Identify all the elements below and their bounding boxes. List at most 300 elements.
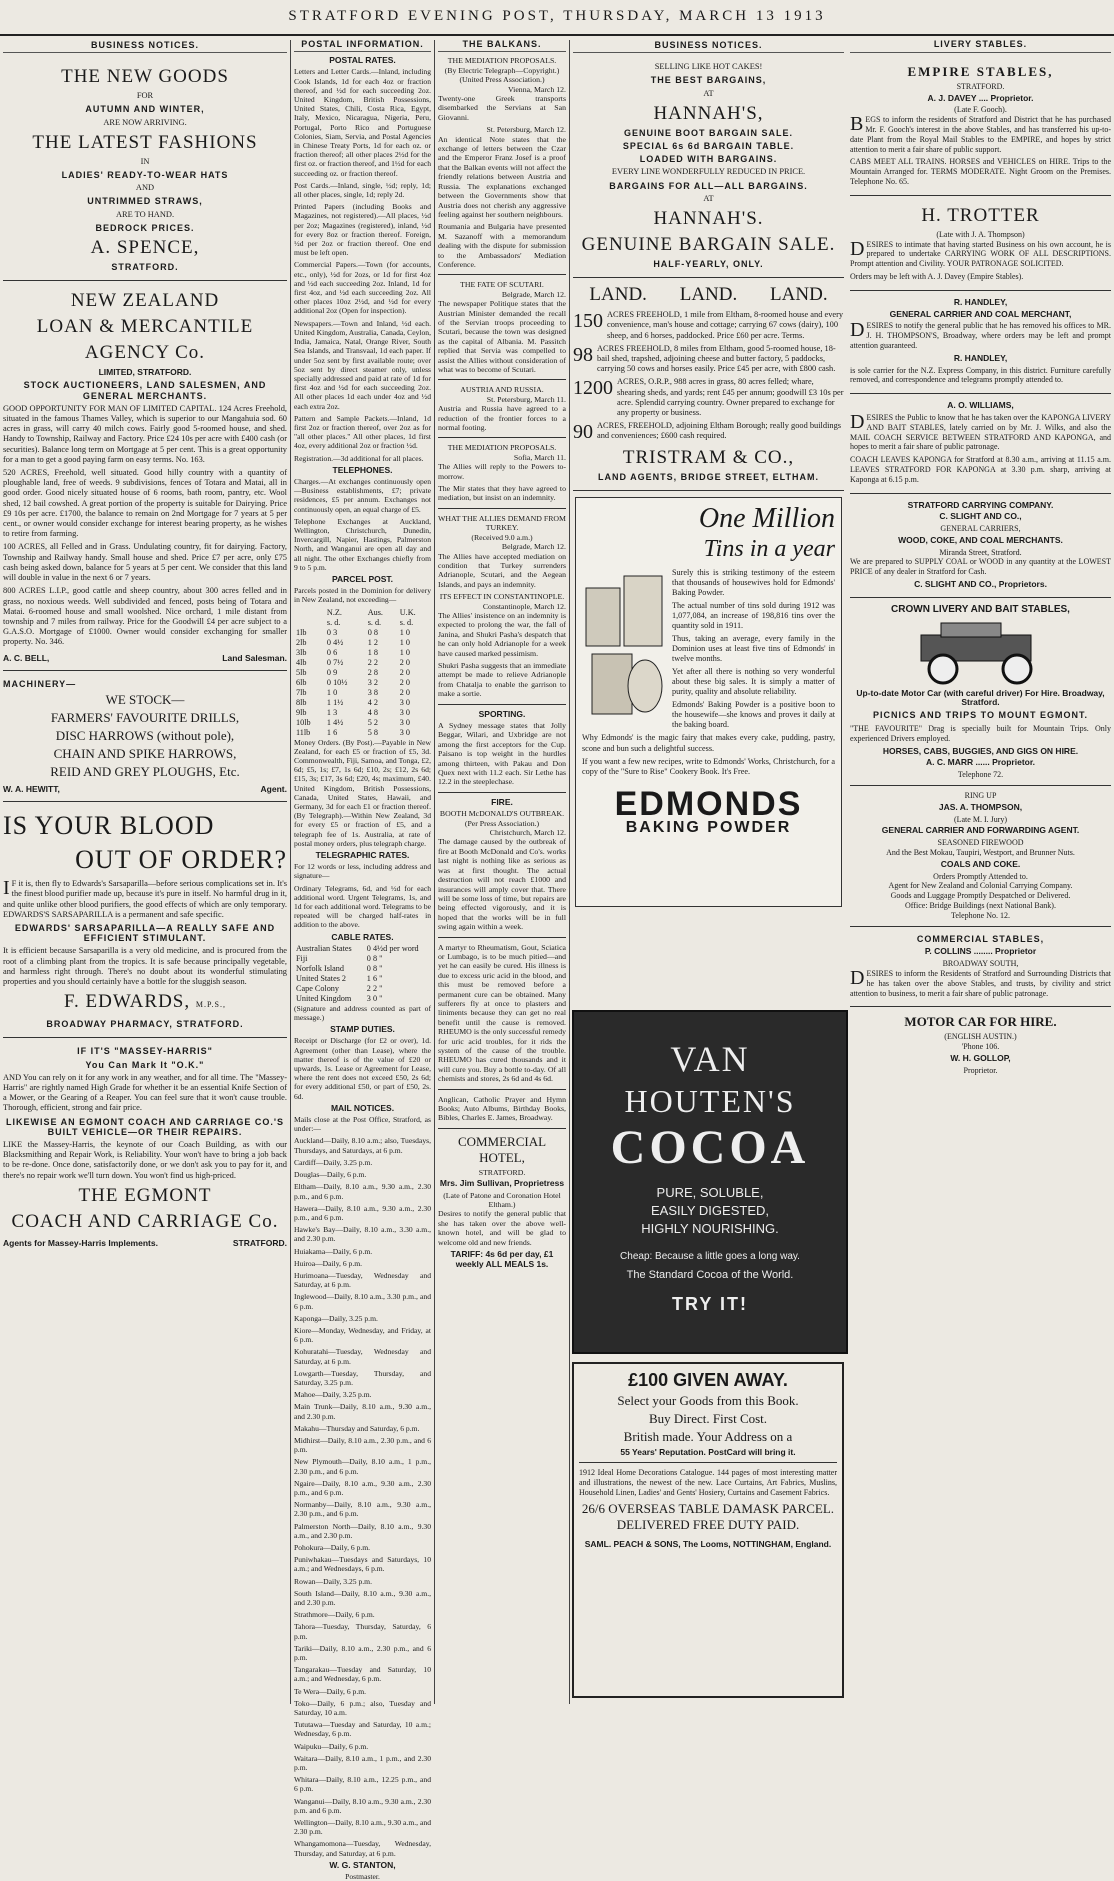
- spence-line-2: FOR: [136, 91, 154, 101]
- mail-item: Wanganui—Daily, 8.10 a.m., 9.30 a.m., 2.30 p.m. and 6 p.m.: [294, 1796, 431, 1815]
- parcel-row: [294, 708, 431, 718]
- telephones-charges: Charges.—At exchanges continuously open—Business establishments, £7; private residences, £5 per annum. Exchanges not continuously open, an equal charge of £5.: [294, 476, 431, 514]
- mail-item: Huiakama—Daily, 6 p.m.: [294, 1246, 373, 1256]
- edwards-para-1: IF it is, then fly to Edwards's Sarsaparilla—before serious complications set in. It's the finest blood purifier made up, because it's pure in itself. No harmful drug in it, and quite unlike other blood purifiers, the good effects of which are only temporary. EDWARDS'S SARSAPARILLA is a permanent and safe specific.: [3, 877, 287, 919]
- hannahs-line-12: GENUINE BARGAIN SALE.: [581, 234, 836, 256]
- mail-item: Hawera—Daily, 8.10 a.m., 9.30 a.m., 2.30 p.m., and 6 p.m.: [294, 1203, 431, 1222]
- thompson-nuts: And the Best Mokau, Taupiri, Westport, and Brunner Nuts.: [886, 848, 1075, 858]
- parcel-row: [294, 698, 431, 708]
- empire-town: STRATFORD.: [956, 81, 1005, 91]
- mail-item: Strathmore—Daily, 6 p.m.: [294, 1610, 375, 1620]
- postmaster-title: Postmaster.: [345, 1872, 380, 1881]
- cocoa-cheap: Cheap: Because a little goes a long way.: [620, 1251, 800, 1262]
- mail-item: South Island—Daily, 8.10 a.m., 9.30 a.m., and 2.30 p.m.: [294, 1588, 431, 1608]
- hannahs-line-11: HANNAH'S.: [653, 208, 764, 230]
- mail-item: Whangamomona—Tuesday, Wednesday, Thursday, and Saturday, at 6 p.m.: [294, 1839, 431, 1858]
- edwards-address: BROADWAY PHARMACY, STRATFORD.: [46, 1019, 244, 1030]
- crown-picnics: PICNICS AND TRIPS TO MOUNT EGMONT.: [872, 710, 1088, 721]
- marr-proprietor: A. C. MARR ...... Proprietor.: [925, 757, 1036, 768]
- parcel-cell: 2lb: [296, 637, 307, 647]
- land-lot: [573, 344, 844, 375]
- balkans-h6: ITS EFFECT IN CONSTANTINOPLE.: [439, 592, 565, 602]
- hannahs-line-4: HANNAH'S,: [653, 102, 764, 124]
- cable-row: [294, 974, 431, 984]
- land-lot-acres: 98: [573, 343, 593, 366]
- nz-loan-ad: [3, 281, 287, 670]
- parcel-cell: 1 0: [399, 637, 410, 647]
- mail-item: Whitara—Daily, 8.10 a.m., 12.25 p.m., and 6 p.m.: [294, 1775, 431, 1794]
- balkans-date-6: Belgrade, March 12.: [501, 542, 566, 552]
- balkans-para-1: Twenty-one Greek transports disembarked the Servians at San Giovanni.: [438, 94, 566, 122]
- empire-para-1: BEGS to inform the residents of Stratford and District that he has purchased Mr. F. Gooch's interest in the above Stables, and has transferred his up-to-date Plant from the Royal Mail Stables to the EMPIRE, and hopes by strict attention to merit a fair share of public support.: [850, 113, 1111, 154]
- parcel-row: [294, 628, 431, 638]
- spence-line-10: ARE TO HAND.: [115, 209, 175, 219]
- nz-title-4: LIMITED, STRATFORD.: [98, 367, 192, 378]
- nz-title-5: STOCK AUCTIONEERS, LAND SALESMEN, AND GENERAL MERCHANTS.: [23, 380, 267, 401]
- trotter-ad: [850, 196, 1111, 291]
- parcel-table: [294, 608, 431, 738]
- balkans-para-6: The Allies will reply to the Powers to-morrow.: [438, 462, 566, 481]
- parcel-cell: 5 8: [367, 727, 378, 737]
- parcel-sub-cell: [294, 618, 325, 628]
- parcel-cell: 3 0: [399, 717, 410, 727]
- edmonds-logo: EDMONDS: [614, 785, 803, 824]
- hannahs-line-8: EVERY LINE WONDERFULLY REDUCED IN PRICE.: [611, 167, 806, 177]
- parcel-cell: 1 2: [367, 637, 378, 647]
- parcel-cell: 3 0: [399, 727, 410, 737]
- land-title-row: [573, 283, 844, 307]
- mail-item: Normanby—Daily, 8.10 a.m., 9.30 a.m., 2.30 p.m., and 6 p.m.: [294, 1500, 431, 1519]
- mail-item: Waitara—Daily, 8.10 a.m., 1 p.m., and 2.30 p.m.: [294, 1753, 431, 1773]
- massey-ad: [3, 1038, 287, 1255]
- edwards-name: F. EDWARDS,: [63, 991, 191, 1013]
- handley-name-2: R. HANDLEY,: [953, 352, 1008, 363]
- hotel-proprietress: Mrs. Jim Sullivan, Proprietress: [439, 1178, 565, 1189]
- hotel-tariff: TARIFF: 4s 6d per day, £1 weekly ALL MEALS 1s.: [450, 1249, 554, 1269]
- collins-address: BROADWAY SOUTH,: [942, 959, 1019, 969]
- slight-street: Miranda Street, Stratford.: [939, 547, 1022, 557]
- handley-ad: [850, 291, 1111, 394]
- nz-lot-4: 800 ACRES L.I.P., good cattle and sheep country, about 300 acres felled and in grass, no noxious weeds. Well subdivided and fenced, posts being of Totara and Matai. 6-roomed house and small woolshed. Nice orchard, 1 mile distant from township and 7 miles from railway. Price for the Goodwill £4 per acre subject to a G.A.S.O. Mortgage of £1000. Owner would consider exchanging for smaller property. No. 346.: [3, 586, 287, 647]
- crown-livery-ad: [850, 598, 1111, 786]
- column-2-heading: POSTAL INFORMATION.: [294, 40, 431, 52]
- parcel-cell: 0 9: [326, 667, 338, 677]
- column-3: [434, 40, 569, 1704]
- cable-cell: United States 2: [296, 973, 347, 983]
- thompson-goods: Goods and Luggage Promptly Despatched or Delivered.: [890, 891, 1071, 901]
- hewitt-role: Agent.: [260, 783, 287, 794]
- parcel-sub-cell: s. d.: [399, 617, 414, 627]
- spence-line-11: BEDROCK PRICES.: [95, 222, 195, 233]
- spence-line-4: ARE NOW ARRIVING.: [103, 117, 187, 127]
- peach-address: SAML. PEACH & SONS, The Looms, NOTTINGHAM, England.: [584, 1539, 832, 1549]
- slight-merchants: WOOD, COKE, AND COAL MERCHANTS.: [898, 534, 1063, 545]
- egmont-footer-2: STRATFORD.: [232, 1237, 287, 1248]
- mail-item: Pohokura—Daily, 6 p.m.: [294, 1543, 371, 1552]
- mail-item: Te Wera—Daily, 6 p.m.: [294, 1686, 367, 1696]
- massey-title-2: You Can Mark It "O.K.": [85, 1059, 205, 1070]
- parcel-head-cell: U.K.: [399, 607, 416, 617]
- land-title: LAND.: [589, 284, 647, 306]
- parcel-cell: 7lb: [296, 687, 307, 697]
- masthead: STRATFORD EVENING POST, THURSDAY, MARCH 13 1913: [0, 0, 1114, 36]
- spence-line-1: THE NEW GOODS: [61, 66, 229, 88]
- balkans-para-10: Shukri Pasha suggests that an immediate attempt be made to relieve Adrianople from Chatalja to enable the garrison to make a sortie.: [438, 660, 566, 699]
- bell-name: A. C. BELL,: [3, 652, 50, 663]
- cable-cell: 0 4½d per word: [366, 943, 419, 953]
- hannahs-line-1: SELLING LIKE HOT CAKES!: [654, 62, 763, 72]
- balkans-date-2: St. Petersburg, March 12.: [486, 125, 566, 135]
- peach-catalogue: 1912 Ideal Home Decorations Catalogue. 144 pages of most interesting matter and illustrations, the newest of the new. Lace Curtains, Art Fabrics, Muslins, Household Linen, Ladies' and Gents' Hosiery, Curtains and Casement Fabrics.: [579, 1468, 837, 1497]
- balkans-h4: THE MEDIATION PROPOSALS.: [447, 443, 557, 453]
- hewitt-name: W. A. HEWITT,: [3, 783, 60, 794]
- parcel-cell: 2 0: [399, 687, 410, 697]
- edmonds-body: [582, 568, 835, 733]
- thompson-role: GENERAL CARRIER AND FORWARDING AGENT.: [881, 825, 1080, 836]
- peach-line-3: Buy Direct. First Cost.: [648, 1411, 768, 1426]
- hannahs-line-10: AT: [703, 193, 714, 203]
- cable-row: [294, 994, 431, 1004]
- land-lot-acres: 150: [573, 310, 603, 333]
- nz-title-2: LOAN & MERCANTILE: [36, 316, 254, 338]
- postal-newspapers: Newspapers.—Town and Inland, ½d each. United Kingdom, Australia, Canada, Ceylon, India, Jamaica, Natal, Orange River, South Sea Islands, and Transvaal, 1d each paper. If under 5oz sent by first available route; over 5oz sent by direct steamer only, unless specially addressed and paid at rate of 1d for first 4oz and ½d for each succeeding 2oz. All other places 1d each under 4oz and ½d each extra 2oz.: [294, 318, 431, 411]
- mail-item: Palmerston North—Daily, 8.10 a.m., 9.30 a.m., and 2.30 p.m.: [294, 1521, 431, 1540]
- massey-para-1: AND You can rely on it for any work in any weather, and for all time. The "Massey-Harris" are rightly named High Grade for whether it be an essential Knife Section of a Mower, or the Gearing of a Reaper. You can feel sure that it won't cause trouble. Thorough, efficient, strong and fair price.: [3, 1072, 287, 1113]
- parcel-cell: 3 0: [399, 697, 410, 707]
- telegraphic-rates: Ordinary Telegrams, 6d, and ½d for each additional word. Urgent Telegrams, 1s, and 1d for each additional word. Telegrams to be repeated will be charged half-rates in addition to the above.: [294, 883, 431, 930]
- parcel-table-subheader: [294, 618, 431, 628]
- nz-title-1: NEW ZEALAND: [70, 290, 220, 312]
- parcel-row: [294, 678, 431, 688]
- divider: [438, 792, 566, 793]
- spence-ad: [3, 57, 287, 281]
- balkans-date-4: St. Petersburg, March 11.: [486, 394, 566, 404]
- hannahs-line-3: AT: [703, 88, 714, 98]
- mail-item: Waipuku—Daily, 6 p.m.: [294, 1741, 369, 1751]
- peach-parcel: 26/6 OVERSEAS TABLE DAMASK PARCEL. DELIVERED FREE DUTY PAID.: [581, 1501, 835, 1532]
- parcel-cell: 4 2: [367, 697, 378, 707]
- balkans-para-2: An identical Note states that the exchange of letters between the Czar and the Emperor Franz Josef is a proof that the Balkan events will not affect the friendly relations between Austria and Russia. The explanations exchanged between the Governments show that Austria does not cherish any aggressive feeling against her southern neighbours.: [438, 134, 566, 219]
- land-lot-acres: 90: [573, 421, 593, 444]
- carrying-company: STRATFORD CARRYING COMPANY.: [907, 499, 1054, 510]
- peach-headline: £100 GIVEN AWAY.: [628, 1370, 788, 1390]
- divider: [579, 1462, 837, 1463]
- cable-row: [294, 954, 431, 964]
- parcel-cell: 4lb: [296, 657, 307, 667]
- land-lot-text: ACRES FREEHOLD, 1 mile from Eltham, 8-roomed house and every convenience, man's house and cottage; carrying 67 cows (dairy), 100 sheep, and 6 horses, paddocked. Price £60 per acre. Terms.: [607, 310, 844, 340]
- telephones-exchanges: Telephone Exchanges at Auckland, Wellington, Christchurch, Dunedin, Invercargill, Napier, Hastings, Palmerston North, and Wanganui are open all day and all night. The other Exchanges chiefly from 9 to 5 p.m.: [294, 516, 431, 572]
- parcel-cell: 1 6: [326, 727, 338, 737]
- telegraphic-intro: For 12 words or less, including address and signature—: [294, 862, 431, 881]
- column-3-heading: THE BALKANS.: [438, 40, 566, 52]
- hannahs-line-5: GENUINE BOOT BARGAIN SALE.: [623, 127, 793, 138]
- divider: [438, 274, 566, 275]
- balkans-para-8: The Allies have accepted mediation on condition that Turkey surrenders Adrianople, Scutari, and the Aegean Islands, and pays an indemnity.: [438, 551, 566, 589]
- parcel-row: [294, 668, 431, 678]
- parcel-sub-cell: s. d.: [326, 617, 341, 627]
- parcel-post-heading: PARCEL POST.: [331, 573, 394, 584]
- land-ad: [573, 278, 844, 491]
- cable-heading: CABLE RATES.: [331, 931, 394, 942]
- cocoa-digested: EASILY DIGESTED,: [650, 1203, 769, 1218]
- peach-sons-ad: [572, 1362, 844, 1698]
- parcel-cell: 0 3: [326, 627, 338, 637]
- parcel-table-header: [294, 608, 431, 618]
- fire-byline: (Per Press Association.): [464, 818, 540, 828]
- tristram-address: LAND AGENTS, BRIDGE STREET, ELTHAM.: [597, 472, 819, 483]
- parcel-cell: 3 2: [367, 677, 378, 687]
- parcel-cell: 0 7½: [326, 657, 344, 667]
- balkans-h1: THE MEDIATION PROPOSALS.: [447, 56, 557, 66]
- baking-powder-tins-icon: [582, 568, 666, 718]
- cable-cell: Fiji: [296, 953, 308, 963]
- cable-cell: 0 8 ": [366, 963, 383, 973]
- postmaster-name: W. G. STANTON,: [329, 1859, 396, 1870]
- parcel-cell: 1 8: [367, 647, 378, 657]
- balkans-date-7: Constantinople, March 12.: [482, 601, 566, 611]
- van-houten-cocoa-ad: [572, 1010, 848, 1354]
- mail-item: Tututawa—Tuesday and Saturday, 10 a.m.; Wednesday, 6 p.m.: [294, 1720, 431, 1739]
- machinery-line-2: WE STOCK—: [105, 691, 185, 707]
- postal-commercial-papers: Commercial Papers.—Town (for accounts, etc., only), ½d for 2ozs, or 1d for first 4oz and ½d each succeeding 2oz. Inland, 1d for first 4oz, and ½d each succeeding 2oz. All other places 10oz 2½d, and ½d for every additional 2oz (Open for inspection).: [294, 260, 431, 316]
- column-5: [847, 40, 1114, 1704]
- peach-line-5: 55 Years' Reputation. PostCard will bring it.: [620, 1447, 796, 1457]
- thompson-agent: Agent for New Zealand and Colonial Carrying Company.: [888, 881, 1073, 891]
- collins-para: DESIRES to inform the Residents of Stratford and Surrounding Districts that he has taken over the above Stables, and trusts, by civility and strict attention to business, to merit a fair share of public patronage.: [850, 967, 1111, 998]
- massey-title-1: IF IT'S "MASSEY-HARRIS": [77, 1046, 213, 1057]
- hotel-para: Desires to notify the general public that she has taken over the above well-known hotel, and will be glad to welcome old and new friends.: [438, 1209, 566, 1247]
- land-lot-text: ACRES, FREEHOLD, adjoining Eltham Borough; really good buildings and conveniences; £600 cash required.: [597, 421, 842, 441]
- motor-name: W. H. GOLLOP,: [950, 1052, 1011, 1063]
- fire-para: The damage caused by the outbreak of fire at Booth McDonald and Co's. works last night is nothing like as serious as was at first thought. The actual destruction will not reach £1000 and insurances will amply cover that. There will be some loss of time, but repairs are being effected vigorously, and it is hoped that the works will be in full swing again within a week.: [438, 837, 566, 932]
- hannahs-line-6: SPECIAL 6s 6d BARGAIN TABLE.: [622, 141, 795, 152]
- parcel-cell: 0 10½: [326, 677, 348, 687]
- cable-cell: Norfolk Island: [296, 963, 344, 973]
- cable-cell: Australian States: [296, 943, 352, 953]
- parcel-cell: 1 1½: [326, 697, 344, 707]
- balkans-para-3: Roumania and Bulgaria have presented M. Sazanoff with a memorandum dealing with the dispute for submission to the Ambassadors' Mediation Conference.: [438, 222, 566, 269]
- balkans-byline-1: (By Electric Telegraph—Copyright.) (United Press Association.): [444, 65, 560, 85]
- collins-proprietor: P. COLLINS ........ Proprietor: [924, 946, 1037, 957]
- edwards-name-line: [3, 990, 287, 1016]
- parcel-cell: 0 6: [326, 647, 338, 657]
- cable-note: (Signature and address counted as part of message.): [294, 1003, 431, 1023]
- parcel-cell: 1 3: [326, 707, 338, 717]
- mail-item: Rowan—Daily, 3.25 p.m.: [294, 1576, 372, 1586]
- commercial-title: COMMERCIAL STABLES,: [916, 933, 1045, 944]
- empire-late: (Late F. Gooch).: [954, 105, 1007, 115]
- mail-item: Lowgarth—Tuesday, Thursday, and Saturday, 3.25 p.m.: [294, 1368, 431, 1387]
- machinery-line-6: REID AND GREY PLOUGHS, Etc.: [50, 763, 240, 779]
- hannahs-line-13: HALF-YEARLY, ONLY.: [653, 259, 764, 270]
- balkans-h2: THE FATE OF SCUTARI.: [460, 280, 544, 290]
- mail-item: Tariki—Daily, 8.10 a.m., 2.30 p.m., and 6 p.m.: [294, 1643, 431, 1663]
- massey-para-2: LIKE the Massey-Harris, the keynote of our Coach Building, as with our Blacksmithing and Repair Work, is Reliability. Your won't have to bring a job back to be re-done. Once done, satisfactorily done, or we don't ask you to pay for it, and there's no repair work we'll turn down. You won't find us high-priced.: [3, 1139, 287, 1180]
- mail-item: Wellington—Daily, 8.10 a.m., 9.30 a.m., and 2.30 p.m.: [294, 1818, 431, 1837]
- balkans-para-9: The Allies' insistence on an indemnity is expected to prolong the war, the fall of Janina, and Shukri Pasha's despatch that he can only hold Adrianople for a week have caused marked pessimism.: [438, 610, 566, 658]
- motor-hire-ad: [850, 1007, 1111, 1080]
- parcel-table-body: [294, 628, 431, 738]
- hannahs-line-2: THE BEST BARGAINS,: [650, 75, 767, 86]
- parcel-row: [294, 638, 431, 648]
- balkans-date-1: Vienna, March 12.: [508, 84, 566, 94]
- mail-item: Hawke's Bay—Daily, 8.10 a.m., 3.30 a.m., and 2.30 p.m.: [294, 1225, 431, 1244]
- cable-row: [294, 984, 431, 994]
- parcel-cell: 5lb: [296, 667, 307, 677]
- mail-item: Inglewood—Daily, 8.10 a.m., 3.30 p.m., and 6 p.m.: [294, 1292, 431, 1311]
- cable-cell: 1 6 ": [366, 973, 383, 983]
- parcel-cell: 5 2: [367, 717, 378, 727]
- crown-hire: HORSES, CABS, BUGGIES, AND GIGS ON HIRE.: [882, 745, 1079, 756]
- mail-item: Midhirst—Daily, 8.10 a.m., 2.30 p.m., and 6 p.m.: [294, 1435, 431, 1455]
- machinery-line-5: CHAIN AND SPIKE HARROWS,: [53, 745, 237, 761]
- thompson-office: Office: Bridge Buildings (next National Bank).: [905, 901, 1056, 911]
- mail-heading: MAIL NOTICES.: [330, 1102, 395, 1113]
- spence-line-3: AUTUMN AND WINTER,: [85, 104, 205, 115]
- motor-role: Proprietor.: [963, 1065, 998, 1075]
- spence-line-7: LADIES' READY-TO-WEAR HATS: [61, 170, 229, 181]
- parcel-cell: 6lb: [296, 677, 307, 687]
- land-title: LAND.: [770, 284, 828, 306]
- fire-subheading: BOOTH McDONALD'S OUTBREAK.: [439, 809, 565, 819]
- edwards-para-2: It is efficient because Sarsaparilla is a very old medicine, and is procured from the root of a climbing plant from the tropics. It is safe because principally vegetable, and harmless right through. There's no doubt about its wonderful stimulating properties and you should certainly have a bottle for the sluggish season.: [3, 946, 287, 986]
- sporting-para: A Sydney message states that Jolly Beggar, Wilari, and Uxbridge are not among the first acceptors for the Cup. Paisano is top weight in the hurdles among thirteen, with Pakau and Don Quex next with 11.2 each. Sir Lethe has 12.2 in the steeplechase.: [438, 721, 566, 787]
- parcel-cell: 2 8: [367, 667, 378, 677]
- handley-name: R. HANDLEY,: [953, 296, 1008, 307]
- column-4-heading: BUSINESS NOTICES.: [573, 40, 844, 53]
- mail-item: Tangarakau—Tuesday and Saturday, 10 a.m.; and Wednesday, 6 p.m.: [294, 1665, 431, 1684]
- land-lot: [573, 377, 844, 418]
- thompson-ad: [850, 786, 1111, 927]
- thompson-late: (Late M. I. Jury): [953, 814, 1008, 824]
- mail-item: New Plymouth—Daily, 8.10 a.m., 1 p.m., 2.30 p.m., and 6 p.m.: [294, 1457, 431, 1476]
- divider: [438, 1128, 566, 1129]
- column-2: [290, 39, 434, 1881]
- parcel-cell: 9lb: [296, 707, 307, 717]
- parcel-cell: 1 0: [399, 627, 410, 637]
- hotel-late: (Late of Patone and Coronation Hotel Eltham.): [443, 1190, 561, 1210]
- hannahs-ad: [573, 57, 844, 278]
- hannahs-line-7: LOADED WITH BARGAINS.: [639, 154, 778, 165]
- motor-make: (ENGLISH AUSTIN.): [944, 1032, 1017, 1042]
- mail-item: Hurimoana—Tuesday, Wednesday and Saturday, at 6 p.m.: [294, 1270, 431, 1290]
- edmonds-para-5: Edmonds' Baking Powder is a positive boon to the housewife—she knows and proves it daily at the baking board.: [672, 700, 835, 730]
- mail-item: Kiore—Monday, Wednesday, and Friday, at 6 p.m.: [294, 1325, 431, 1345]
- cable-cell: 2 2 ": [366, 983, 383, 993]
- mail-item: Kohuratahi—Tuesday, Wednesday and Saturday, at 6 p.m.: [294, 1347, 431, 1366]
- bell-role: Land Salesman.: [222, 652, 287, 663]
- thompson-name: JAS. A. THOMPSON,: [938, 801, 1023, 812]
- williams-ad: [850, 394, 1111, 493]
- spence-line-8: AND: [135, 183, 155, 193]
- cocoa-standard: The Standard Cocoa of the World.: [626, 1269, 794, 1281]
- slight-ad: [850, 494, 1111, 598]
- fire-date: Christchurch, March 12.: [489, 828, 566, 838]
- cocoa-van: VAN: [670, 1039, 750, 1079]
- massey-title-3: LIKEWISE AN EGMONT COACH AND CARRIAGE CO.'S BUILT VEHICLE—OR THEIR REPAIRS.: [6, 1116, 284, 1137]
- motor-title: MOTOR CAR FOR HIRE.: [904, 1014, 1057, 1030]
- nz-lot-2: 520 ACRES, Freehold, well situated. Good hilly country with a quantity of ploughable land, free of weeds. 9 subdivisions, fences of Totara and Matai, all in good order. Good nicely situated house of 6 rooms, bath room, pantry, etc. Wool shed, 12 bail cowshed. A great portion of the property is suitable for Dairying. Price £9 10s per acre. £1700, the balance to remain on 2nd Mortgage for 7 years at 5 per cent., or owner would consider exchange for interest bearing property, as he wishes to retire from farming.: [3, 468, 287, 539]
- thompson-orders: Orders Promptly Attended to.: [933, 871, 1028, 881]
- parcel-head-cell: Aus.: [367, 607, 383, 617]
- column-1: [0, 40, 290, 1704]
- telegraphic-heading: TELEGRAPHIC RATES.: [315, 850, 410, 861]
- parcel-row: [294, 658, 431, 668]
- parcel-cell: 0 4½: [326, 637, 344, 647]
- parcel-sub-cell: s. d.: [367, 617, 382, 627]
- trotter-name: H. TROTTER: [921, 204, 1040, 226]
- postal-post-cards: Post Cards.—Inland, single, ½d; reply, 1d; all other places, single, 1d; reply 2d.: [294, 180, 431, 200]
- postal-patterns: Pattern and Sample Packets.—Inland, 1d first 2oz or fraction thereof, over 2oz as for "all other places." All other places, 1d first 4oz, every additional 2oz or fraction ½d.: [294, 413, 431, 451]
- parcel-cell: 3lb: [296, 647, 307, 657]
- mail-item: Toko—Daily, 6 p.m.; also, Tuesday and Saturday, 10 a.m.: [294, 1698, 431, 1718]
- land-lot-text: ACRES, O.R.P., 988 acres in grass, 80 acres felled; whare, shearing sheds, and yards; rent £45 per annum; goodwill £3 10s per acre. Splendid carrying country. Owner prepared to exchange for any property or business.: [617, 377, 844, 418]
- mail-item: Main Trunk—Daily, 8.10 a.m., 9.30 a.m., and 2.30 p.m.: [294, 1402, 431, 1421]
- trotter-late: (Late with J. A. Thompson): [936, 229, 1025, 239]
- crown-para-2: "THE FAVOURITE" Drag is specially built for Mountain Trips. Only experienced Drivers employed.: [850, 724, 1111, 743]
- divider: [438, 1089, 566, 1090]
- edmonds-title-1: One Million: [698, 503, 835, 535]
- stamp-heading: STAMP DUTIES.: [330, 1024, 395, 1035]
- crown-para-1: Up-to-date Motor Car (with careful driver) For Hire. Broadway, Stratford.: [856, 687, 1105, 708]
- edmonds-para-1: Surely this is striking testimony of the esteem that thousands of housewives hold for Edmonds' Baking Powder.: [672, 568, 835, 598]
- machinery-ad: [3, 671, 287, 802]
- handley-para-2: is sole carrier for the N.Z. Express Company, in this district. Furniture carefully removed, and correspondence and telegrams promptly attended to.: [850, 365, 1111, 385]
- parcel-row: [294, 648, 431, 658]
- edwards-mps: M.P.S.,: [195, 1000, 226, 1010]
- balkans-para-7: The Mir states that they have agreed to mediation, but insist on an indemnity.: [438, 484, 566, 503]
- egmont-title-1: THE EGMONT: [78, 1184, 212, 1206]
- edwards-ad: [3, 802, 287, 1038]
- edwards-title-2: OUT OF ORDER?: [75, 845, 287, 875]
- mail-item: Mahoe—Daily, 3.25 p.m.: [294, 1390, 372, 1400]
- mail-item: Puniwhakau—Tuesdays and Saturdays, 10 a.m.; and Wednesdays, 6 p.m.: [294, 1555, 431, 1574]
- edmonds-text: [672, 568, 835, 733]
- postal-letters: Letters and Letter Cards.—Inland, including Cook Islands, 1d for each 4oz or fraction thereof, and ½d for each succeeding 2oz. United Kingdom, British Possessions, United States, Chili, Costa Rica, Egypt, Italy, Mexico, Nicaragua, Nigeria, Peru, Portugal, Porto Rico and Portuguese Colonies, Siam, Servia, and Postal Agencies in Chinese Treaty Ports, 1d for each oz. or fraction thereof; all other places 2½d for the first oz. or fraction thereof, and 1½d for each succeeding oz. or fraction thereof.: [294, 67, 431, 178]
- parcel-head-cell: [294, 608, 325, 618]
- egmont-footer: [3, 1236, 287, 1250]
- edmonds-para-2: The actual number of tins sold during 1912 was 1,077,084, an increase of 198,816 tins over the quantity sold in 1911.: [672, 601, 835, 631]
- thompson-coals: COALS AND COKE.: [940, 858, 1021, 869]
- edmonds-para-6: Why Edmonds' is the magic fairy that makes every cake, pudding, pastry, scone and bun such a delightful success.: [582, 733, 835, 753]
- parcel-cell: 10lb: [296, 717, 311, 727]
- divider: [438, 508, 566, 509]
- mail-item: Douglas—Daily, 6 p.m.: [294, 1170, 367, 1180]
- parcel-cell: 2 0: [399, 667, 410, 677]
- edmonds-ad: [575, 497, 842, 907]
- parcel-cell: 2 0: [399, 677, 410, 687]
- empire-proprietor: A. J. DAVEY .... Proprietor.: [927, 92, 1034, 103]
- divider: [438, 437, 566, 438]
- egmont-title-2: COACH AND CARRIAGE Co.: [11, 1210, 279, 1232]
- williams-name: A. O. WILLIAMS,: [947, 400, 1014, 411]
- land-lot-text: ACRES FREEHOLD, 8 miles from Eltham, good 5-roomed house, 18-bail shed, trapshed, adjoining cheese and butter factory, 5 paddocks, carrying 50 cows and horses easily. Price £45 per acre, with £800 cash.: [597, 343, 836, 374]
- parcel-cell: 4 8: [367, 707, 378, 717]
- mail-intro: Mails close at the Post Office, Stratford, as under:—: [294, 1115, 431, 1134]
- rheumo-ad: A martyr to Rheumatism, Gout, Sciatica or Lumbago, is to be much pitied—and yet he can easily be cured. His illness is due to excess uric acid in the blood, and this must be removed before a permanent cure can be obtained. Many sufferers fly at once to plasters and liniments because they can get no real benefit until the cause is removed. RHEUMO is the only successful remedy for uric acid troubles, for it rids the system of the cause of the trouble. RHEUMO has cured thousands and it will cure you. Buy a bottle to-day. Of all chemists and stores, 2s 6d and 4s 6d.: [438, 942, 566, 1084]
- column-1-heading: BUSINESS NOTICES.: [3, 40, 287, 53]
- parcel-row: [294, 718, 431, 728]
- cable-cell: 3 0 ": [366, 993, 383, 1003]
- slight-name: C. SLIGHT AND CO.,: [939, 511, 1022, 522]
- empire-title: EMPIRE STABLES,: [907, 63, 1054, 79]
- balkans-received: (Received 9.0 a.m.): [471, 532, 533, 542]
- cable-row: [294, 944, 431, 954]
- balkans-h5: WHAT THE ALLIES DEMAND FROM TURKEY.: [438, 513, 566, 533]
- edmonds-logo-2: BAKING POWDER: [625, 819, 792, 837]
- edwards-title-1: IS YOUR BLOOD: [3, 811, 215, 841]
- divider: [438, 937, 566, 938]
